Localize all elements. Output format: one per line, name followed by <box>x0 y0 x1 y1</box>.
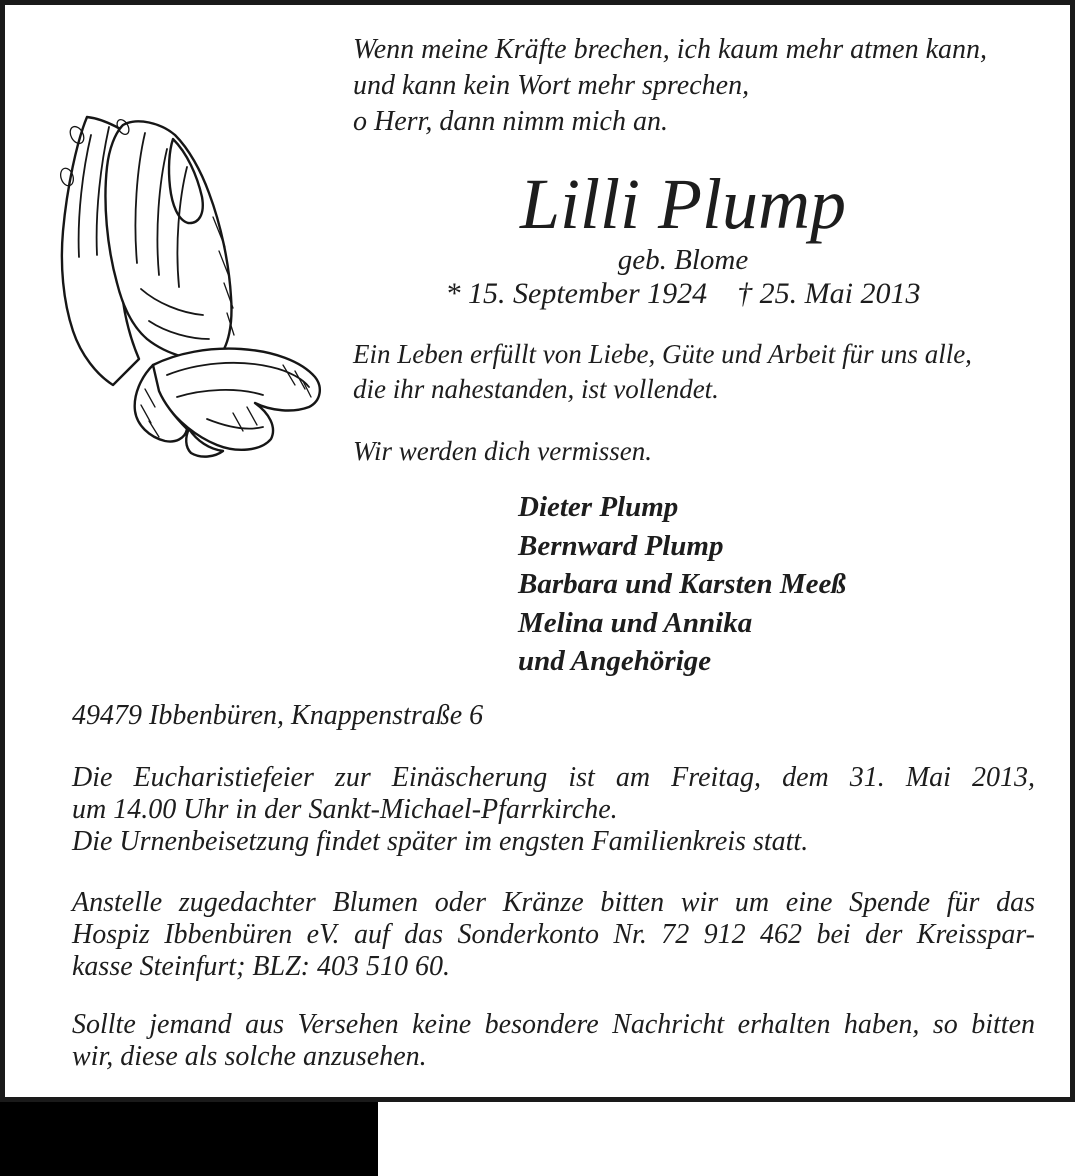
mourner-name: Dieter Plump <box>518 491 679 523</box>
mourners-list <box>518 488 846 681</box>
opening-verse <box>353 32 987 140</box>
mourner-name: Barbara und Karsten Meeß <box>518 568 846 600</box>
maiden-name: geb. Blome <box>617 244 749 276</box>
address-line: 49479 Ibbenbüren, Knappenstraße 6 <box>72 700 484 731</box>
verse-line: Wenn meine Kräfte brechen, ich kaum mehr atmen kann, <box>353 34 987 65</box>
deceased-name: Lilli Plump <box>519 164 847 244</box>
service-line: Die Urnenbeisetzung findet später im engsten Familienkreis statt. <box>72 826 809 857</box>
verse-line: und kann kein Wort mehr sprechen, <box>353 70 750 101</box>
closing-line: Sollte jemand aus Versehen keine besondere Nachricht erhalten haben, so bitten <box>72 1009 1035 1040</box>
life-dates <box>353 277 1013 311</box>
closing-line: wir, diese als solche anzusehen. <box>72 1041 427 1072</box>
tribute-text <box>353 337 972 407</box>
death-date: † 25. Mai 2013 <box>737 277 921 310</box>
praying-hands-icon <box>57 107 329 465</box>
redaction-block <box>0 1102 378 1176</box>
closing-paragraph <box>72 1009 1035 1073</box>
mourner-name: Bernward Plump <box>518 529 724 562</box>
birth-date: * 15. September 1924 <box>445 277 708 310</box>
service-line: Die Eucharistiefeier zur Einäscherung ist am Freitag, dem 31. Mai 2013, <box>72 762 1035 793</box>
mourner-name: Melina und Annika <box>518 606 753 639</box>
donation-line: Anstelle zugedachter Blumen oder Kränze bitten wir um eine Spende für das <box>72 887 1035 918</box>
donation-line: Hospiz Ibbenbüren eV. auf das Sonderkonto Nr. 72 912 462 bei der Kreisspar- <box>72 919 1035 950</box>
service-paragraph <box>72 762 1035 858</box>
farewell-line: Wir werden dich vermissen. <box>353 436 652 466</box>
donation-line: kasse Steinfurt; BLZ: 403 510 60. <box>72 951 450 982</box>
tribute-line: die ihr nahestanden, ist vollendet. <box>353 374 719 404</box>
tribute-line: Ein Leben erfüllt von Liebe, Güte und Arbeit für uns alle, <box>353 339 972 369</box>
verse-line: o Herr, dann nimm mich an. <box>353 106 668 137</box>
donation-paragraph <box>72 887 1035 983</box>
service-line: um 14.00 Uhr in der Sankt-Michael-Pfarrkirche. <box>72 794 618 825</box>
mourner-name: und Angehörige <box>518 645 712 677</box>
